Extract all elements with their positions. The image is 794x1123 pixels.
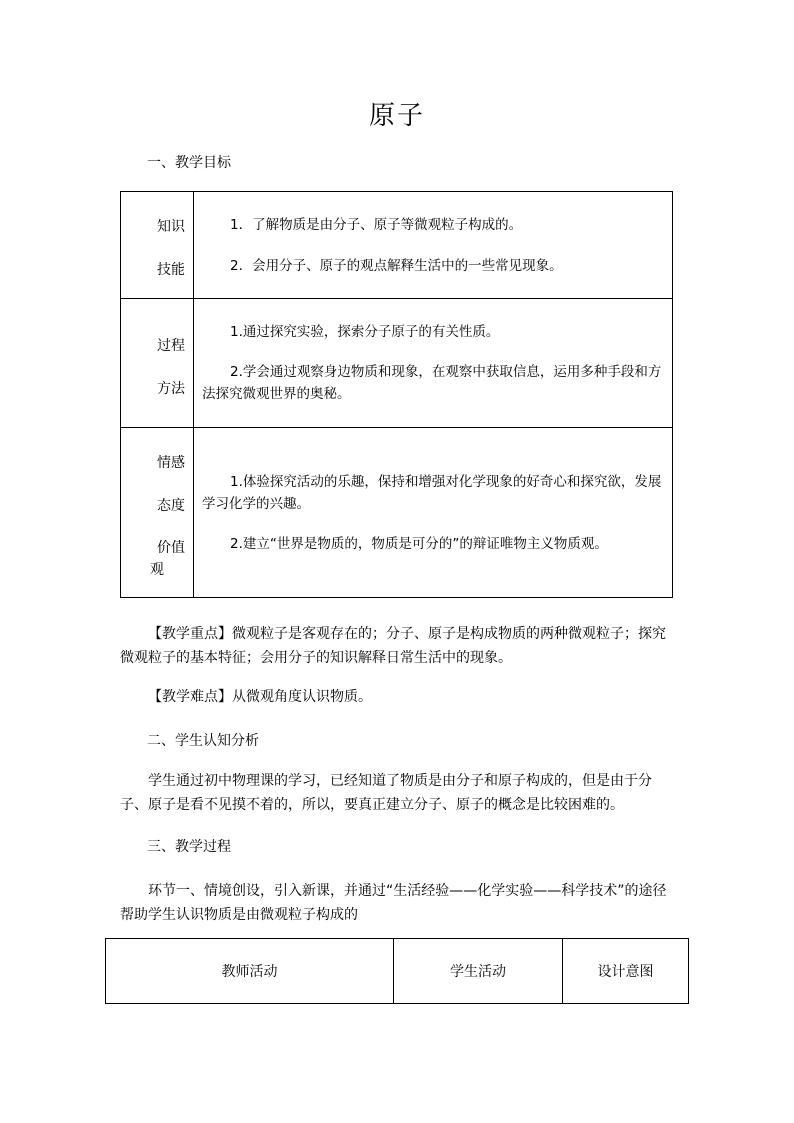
process-col-teacher: 教师活动 (106, 939, 394, 1004)
goals-item: 1.通过探究实验，探索分子原子的有关性质。 (230, 324, 500, 340)
goals-label: 态度 (157, 498, 185, 514)
goals-item: 2.建立“世界是物质的，物质是可分的”的辩证唯物主义物质观。 (230, 535, 608, 552)
process-col-student: 学生活动 (394, 939, 563, 1004)
goals-label: 知识 (157, 219, 185, 235)
goals-row-knowledge (121, 192, 673, 299)
goals-label: 过程 (157, 338, 185, 354)
goals-content-cell (194, 428, 673, 598)
goals-row-attitude (121, 428, 673, 598)
goals-label-cell (121, 428, 194, 598)
section-heading-analysis: 二、学生认知分析 (147, 733, 259, 749)
analysis-paragraph: 学生通过初中物理课的学习，已经知道了物质是由分子和原子构成的，但是由于分子、原子是看不见摸不着的，所以，要真正建立分子、原子的概念是比较困难的。 (120, 773, 652, 813)
stage1-paragraph: 环节一、情境创设，引入新课，并通过“生活经验——化学实验——科学技术”的途径帮助学生认识物质是由微观粒子构成的 (120, 883, 667, 923)
goals-label-cell (121, 299, 194, 428)
process-table (105, 938, 689, 1004)
goals-label: 技能 (157, 262, 185, 278)
goals-label-cell (121, 192, 194, 299)
goals-content-cell (194, 192, 673, 299)
goals-label: 观 (150, 562, 164, 578)
page-title: 原子 (368, 101, 425, 131)
section-heading-goals: 一、教学目标 (147, 155, 231, 171)
process-header-row (106, 939, 689, 1004)
goals-item: 2．会用分子、原子的观点解释生活中的一些常见现象。 (230, 257, 563, 274)
goals-item: 1．了解物质是由分子、原子等微观粒子构成的。 (230, 216, 523, 233)
difficulty: 【教学难点】从微观角度认识物质。 (148, 689, 372, 705)
goals-label: 情感 (157, 455, 185, 471)
goals-table (120, 191, 673, 598)
process-col-intent: 设计意图 (563, 939, 689, 1004)
goals-item: 2.学会通过观察身边物质和现象，在观察中获取信息，运用多种手段和方法探究微观世界的奥秘。 (202, 364, 662, 402)
key-points: 【教学重点】微观粒子是客观存在的；分子、原子是构成物质的两种微观粒子；探究微观粒子的基本特征；会用分子的知识解释日常生活中的现象。 (120, 626, 666, 666)
section-heading-process: 三、教学过程 (147, 839, 231, 855)
goals-label: 价值 (157, 540, 185, 556)
goals-label: 方法 (157, 381, 185, 397)
goals-item: 1.体验探究活动的乐趣，保持和增强对化学现象的好奇心和探究欲，发展学习化学的兴趣。 (202, 473, 662, 512)
goals-content-cell (194, 299, 673, 428)
goals-row-process (121, 299, 673, 428)
